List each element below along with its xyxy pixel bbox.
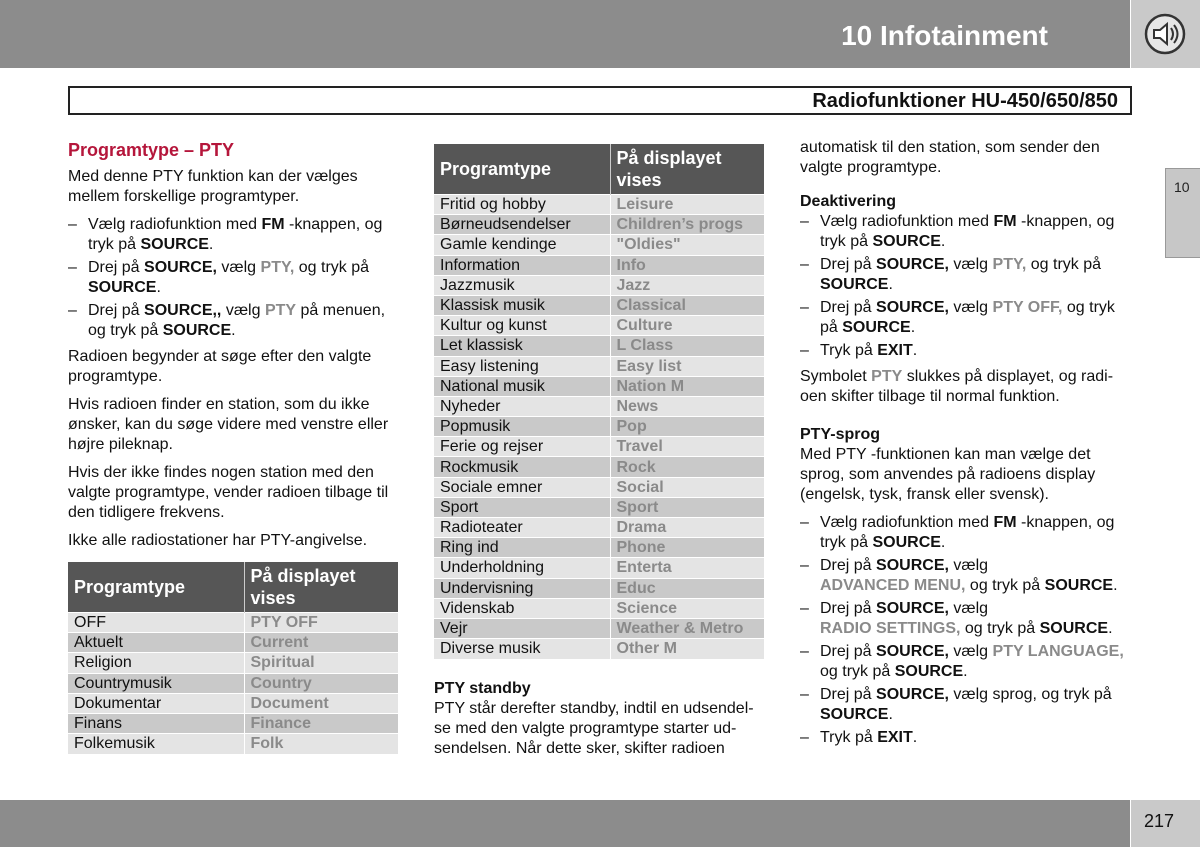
display-value-cell: Sport bbox=[610, 497, 764, 517]
page-number: 217 bbox=[1144, 811, 1175, 831]
table-row bbox=[434, 477, 764, 497]
paragraph: Hvis der ikke findes nogen station med den valgte programtype, vender radioen tilbage til den tidligere frekvens. bbox=[68, 464, 389, 521]
programtype-cell: Børneudsendelser bbox=[434, 215, 610, 235]
display-value-cell: Culture bbox=[610, 316, 764, 336]
column-1 bbox=[68, 138, 400, 754]
pty-standby-heading: PTY standby bbox=[434, 679, 531, 697]
table-row bbox=[434, 396, 764, 416]
column-3 bbox=[800, 138, 1132, 751]
table-row bbox=[434, 235, 764, 255]
language-text: Med PTY -funktionen kan man vælge det sprog, som anvendes på radioens display (engelsk, tysk, fransk eller svensk). bbox=[800, 446, 1096, 503]
programtype-cell: Countrymusik bbox=[68, 673, 244, 693]
display-value-cell: Pop bbox=[610, 417, 764, 437]
table-row bbox=[68, 653, 398, 673]
table-row bbox=[434, 295, 764, 315]
programtype-cell: Gamle kendinge bbox=[434, 235, 610, 255]
table-row bbox=[68, 693, 398, 713]
footer-bar bbox=[0, 800, 1130, 847]
display-value-cell: Leisure bbox=[610, 195, 764, 215]
column-2 bbox=[434, 144, 766, 767]
programtype-cell: Information bbox=[434, 255, 610, 275]
table-header-programtype: Programtype bbox=[434, 144, 610, 195]
display-value-cell: L Class bbox=[610, 336, 764, 356]
paragraph: Hvis radioen finder en station, som du ikke ønsker, kan du søge videre med venstre eller højre pileknap. bbox=[68, 396, 389, 453]
step-item: – Drej på SOURCE, vælg PTY OFF, og tryk på SOURCE. bbox=[800, 298, 1132, 338]
step-item: – Drej på SOURCE, vælg PTY, og tryk på SOURCE. bbox=[68, 258, 400, 298]
section-header bbox=[68, 86, 1132, 115]
programtype-cell: Sociale emner bbox=[434, 477, 610, 497]
step-item: – Drej på SOURCE,, vælg PTY på menuen, og tryk på SOURCE. bbox=[68, 301, 400, 341]
display-value-cell: Spiritual bbox=[244, 653, 398, 673]
pty-heading: Programtype – PTY bbox=[68, 140, 235, 160]
symbol-text: Symbolet PTY slukkes på displayet, og radi-oen skifter tilbage til normal funktion. bbox=[800, 368, 1114, 405]
display-value-cell: Children’s progs bbox=[610, 215, 764, 235]
display-value-cell: News bbox=[610, 396, 764, 416]
display-value-cell: Easy list bbox=[610, 356, 764, 376]
display-value-cell: Science bbox=[610, 598, 764, 618]
chapter-title: 10 Infotainment bbox=[841, 20, 1048, 51]
speaker-icon bbox=[1141, 12, 1189, 56]
programtype-cell: Rockmusik bbox=[434, 457, 610, 477]
display-value-cell: Educ bbox=[610, 578, 764, 598]
step-item: – Drej på SOURCE, vælg ADVANCED MENU, og tryk på SOURCE. bbox=[800, 556, 1132, 596]
step-item: – Tryk på EXIT. bbox=[800, 728, 1132, 748]
display-value-cell: Country bbox=[244, 673, 398, 693]
display-value-cell: Other M bbox=[610, 639, 764, 659]
table-row bbox=[434, 356, 764, 376]
table-row bbox=[68, 673, 398, 693]
programtype-cell: Diverse musik bbox=[434, 639, 610, 659]
display-value-cell: Enterta bbox=[610, 558, 764, 578]
programtype-cell: Let klassisk bbox=[434, 336, 610, 356]
table-row bbox=[434, 417, 764, 437]
programtype-cell: Klassisk musik bbox=[434, 295, 610, 315]
chapter-tab-label: 10 bbox=[1174, 179, 1190, 195]
programtype-cell: Popmusik bbox=[434, 417, 610, 437]
programtype-cell: Ferie og rejser bbox=[434, 437, 610, 457]
display-value-cell: PTY OFF bbox=[244, 613, 398, 633]
programtype-cell: Religion bbox=[68, 653, 244, 673]
step-item: – Vælg radiofunktion med FM -knappen, og tryk på SOURCE. bbox=[800, 212, 1132, 252]
table-row bbox=[434, 215, 764, 235]
section-title: Radiofunktioner HU-450/650/850 bbox=[812, 90, 1118, 112]
table-row bbox=[434, 538, 764, 558]
display-value-cell: Rock bbox=[610, 457, 764, 477]
table-row bbox=[434, 639, 764, 659]
continued-text: automatisk til den station, som sender den valgte programtype. bbox=[800, 139, 1100, 176]
display-value-cell: Finance bbox=[244, 713, 398, 733]
display-value-cell: Nation M bbox=[610, 376, 764, 396]
programtype-cell: OFF bbox=[68, 613, 244, 633]
display-value-cell: Phone bbox=[610, 538, 764, 558]
programtype-cell: Underholdning bbox=[434, 558, 610, 578]
step-item: – Drej på SOURCE, vælg RADIO SETTINGS, og tryk på SOURCE. bbox=[800, 599, 1132, 639]
pty-table-2 bbox=[434, 144, 764, 659]
table-row bbox=[68, 713, 398, 733]
programtype-cell: Undervisning bbox=[434, 578, 610, 598]
table-row bbox=[434, 195, 764, 215]
display-value-cell: Weather & Metro bbox=[610, 618, 764, 638]
display-value-cell: Info bbox=[610, 255, 764, 275]
programtype-cell: Easy listening bbox=[434, 356, 610, 376]
programtype-cell: Sport bbox=[434, 497, 610, 517]
chapter-side-tab[interactable] bbox=[1165, 168, 1200, 258]
programtype-cell: Videnskab bbox=[434, 598, 610, 618]
step-item: – Tryk på EXIT. bbox=[800, 341, 1132, 361]
page-number-box bbox=[1131, 800, 1200, 847]
programtype-cell: National musik bbox=[434, 376, 610, 396]
pty-table-1 bbox=[68, 562, 398, 754]
programtype-cell: Finans bbox=[68, 713, 244, 733]
step-item: – Vælg radiofunktion med FM -knappen, og tryk på SOURCE. bbox=[800, 513, 1132, 553]
table-row bbox=[434, 275, 764, 295]
table-header-display: På displayet vises bbox=[244, 562, 398, 613]
table-row bbox=[434, 316, 764, 336]
programtype-cell: Nyheder bbox=[434, 396, 610, 416]
table-row bbox=[434, 618, 764, 638]
table-row bbox=[434, 558, 764, 578]
table-header-display: På displayet vises bbox=[610, 144, 764, 195]
display-value-cell: Drama bbox=[610, 518, 764, 538]
pty-language-heading: PTY-sprog bbox=[800, 426, 881, 443]
step-item: – Drej på SOURCE, vælg sprog, og tryk på SOURCE. bbox=[800, 685, 1132, 725]
display-value-cell: Jazz bbox=[610, 275, 764, 295]
programtype-cell: Jazzmusik bbox=[434, 275, 610, 295]
table-row bbox=[434, 518, 764, 538]
display-value-cell: "Oldies" bbox=[610, 235, 764, 255]
display-value-cell: Social bbox=[610, 477, 764, 497]
table-row bbox=[68, 633, 398, 653]
table-row bbox=[434, 336, 764, 356]
table-row bbox=[434, 255, 764, 275]
display-value-cell: Folk bbox=[244, 734, 398, 754]
display-value-cell: Travel bbox=[610, 437, 764, 457]
table-row bbox=[434, 578, 764, 598]
programtype-cell: Fritid og hobby bbox=[434, 195, 610, 215]
table-row bbox=[434, 376, 764, 396]
intro-text: Med denne PTY funktion kan der vælges mellem forskellige programtyper. bbox=[68, 168, 358, 205]
paragraph: Ikke alle radiostationer har PTY-angivelse. bbox=[68, 532, 368, 549]
table-row bbox=[68, 734, 398, 754]
display-value-cell: Classical bbox=[610, 295, 764, 315]
table-row bbox=[434, 457, 764, 477]
programtype-cell: Radioteater bbox=[434, 518, 610, 538]
chapter-icon-box bbox=[1131, 0, 1200, 68]
programtype-cell: Folkemusik bbox=[68, 734, 244, 754]
display-value-cell: Current bbox=[244, 633, 398, 653]
table-row bbox=[434, 437, 764, 457]
programtype-cell: Dokumentar bbox=[68, 693, 244, 713]
standby-text: PTY står derefter standby, indtil en udsendel-se med den valgte programtype starter ud-sendelsen. Når dette sker, skifter radioen bbox=[434, 699, 754, 757]
paragraph: Radioen begynder at søge efter den valgte programtype. bbox=[68, 348, 372, 385]
table-row bbox=[68, 613, 398, 633]
step-item: – Vælg radiofunktion med FM -knappen, og tryk på SOURCE. bbox=[68, 215, 400, 255]
table-row bbox=[434, 598, 764, 618]
deactivation-heading: Deaktivering bbox=[800, 193, 897, 210]
step-item: – Drej på SOURCE, vælg PTY LANGUAGE, og tryk på SOURCE. bbox=[800, 642, 1132, 682]
table-header-programtype: Programtype bbox=[68, 562, 244, 613]
step-item: – Drej på SOURCE, vælg PTY, og tryk på SOURCE. bbox=[800, 255, 1132, 295]
programtype-cell: Ring ind bbox=[434, 538, 610, 558]
display-value-cell: Document bbox=[244, 693, 398, 713]
programtype-cell: Aktuelt bbox=[68, 633, 244, 653]
table-row bbox=[434, 497, 764, 517]
programtype-cell: Kultur og kunst bbox=[434, 316, 610, 336]
header-bar bbox=[0, 0, 1130, 68]
programtype-cell: Vejr bbox=[434, 618, 610, 638]
